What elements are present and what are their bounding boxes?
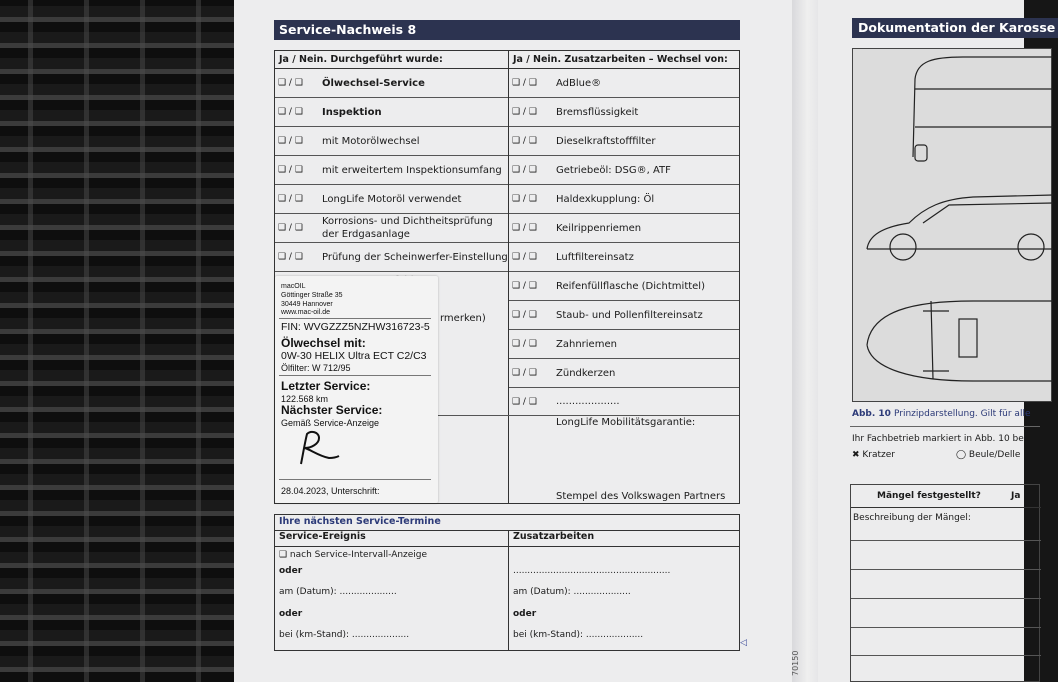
sticker-last-service-km: 122.568 km [281, 394, 329, 404]
item-label: Luftfiltereinsatz [556, 251, 634, 263]
defects-question: Mängel festgestellt? [877, 491, 981, 501]
row-brake-fluid [509, 98, 739, 126]
item-label: Getriebeöl: DSG®, ATF [556, 164, 671, 176]
page-title-right: Dokumentation der Karosse [852, 18, 1058, 38]
defects-table [850, 484, 1040, 682]
date-field[interactable]: am (Datum): .................... [513, 587, 631, 597]
yes-no-checkbox[interactable]: ❑ / ❑ [512, 252, 537, 262]
col-header-extra: Zusatzarbeiten [513, 531, 595, 542]
service-sticker [275, 276, 438, 503]
sticker-next-service-heading: Nächster Service: [281, 403, 383, 417]
row-longlife-oil [275, 185, 508, 213]
yes-no-checkbox[interactable]: ❑ / ❑ [278, 165, 303, 175]
item-label: Zündkerzen [556, 367, 616, 379]
item-label: Bremsflüssigkeit [556, 106, 639, 118]
or-label: oder [279, 609, 303, 619]
signature-icon [293, 428, 341, 468]
item-label: mit erweitertem Inspektionsumfang [322, 164, 502, 176]
yes-no-checkbox[interactable]: ❑ / ❑ [512, 368, 537, 378]
sticker-street: Göttinger Straße 35 [281, 292, 343, 299]
row-inspection [275, 98, 508, 126]
background-grate [0, 0, 236, 682]
yes-no-checkbox[interactable]: ❑ / ❑ [512, 194, 537, 204]
yes-no-checkbox[interactable]: ❑ / ❑ [278, 78, 303, 88]
yes-no-checkbox[interactable]: ❑ / ❑ [512, 281, 537, 291]
sticker-last-service-heading: Letzter Service: [281, 379, 371, 393]
item-label: AdBlue® [556, 77, 602, 89]
sticker-date-signature: 28.04.2023, Unterschrift: [281, 486, 380, 496]
yes-no-checkbox[interactable]: ❑ / ❑ [512, 165, 537, 175]
yes-no-checkbox[interactable]: ❑ / ❑ [278, 194, 303, 204]
yes-no-checkbox[interactable]: ❑ / ❑ [512, 136, 537, 146]
km-field[interactable]: bei (km-Stand): .................... [279, 630, 410, 640]
item-label: Korrosions- und Dichtheitsprüfung der Erdgasanlage [322, 216, 493, 240]
item-label: Zahnriemen [556, 338, 617, 350]
item-label: Dieselkraftstofffilter [556, 135, 656, 147]
car-diagram [852, 48, 1052, 402]
yes-no-checkbox[interactable]: ❑ / ❑ [512, 396, 537, 407]
sticker-oil-filter: Ölfilter: W 712/95 [281, 363, 351, 373]
row-timing-belt [509, 330, 739, 358]
row-haldex [509, 185, 739, 213]
sticker-vin: FIN: WVGZZZ5NZHW316723-5 [281, 321, 430, 333]
yes-no-checkbox[interactable]: ❑ / ❑ [512, 339, 537, 349]
item-label: LongLife Motoröl verwendet [322, 193, 462, 205]
col-header-event: Service-Ereignis [279, 531, 366, 542]
item-label: Reifenfüllflasche (Dichtmittel) [556, 280, 705, 292]
longlife-guarantee-label: LongLife Mobilitätsgarantie: [556, 416, 696, 428]
row-gas-system-check [275, 214, 508, 242]
page-title: Service-Nachweis 8 [274, 20, 740, 40]
legend-scratch: ✖ Kratzer [852, 450, 896, 460]
print-code: 70150 [791, 650, 800, 676]
item-label: Keilrippenriemen [556, 222, 642, 234]
row-headlight-check [275, 243, 508, 271]
sticker-next-service-value: Gemäß Service-Anzeige [281, 418, 380, 428]
row-oil-service [275, 69, 508, 97]
defects-description-label: Beschreibung der Mängel: [853, 513, 971, 523]
sticker-oil-type: 0W-30 HELIX Ultra ECT C2/C3 [281, 350, 427, 362]
workshop-note: Ihr Fachbetrieb markiert in Abb. 10 be [852, 434, 1024, 444]
row-belt [509, 214, 739, 242]
km-field[interactable]: bei (km-Stand): .................... [513, 630, 644, 640]
yes-no-checkbox[interactable]: ❑ / ❑ [278, 136, 303, 146]
item-label: mit Motorölwechsel [322, 135, 420, 147]
row-pollen-filter [509, 301, 739, 329]
or-label: oder [279, 566, 303, 576]
yes-no-checkbox[interactable]: ❑ / ❑ [278, 252, 303, 262]
sticker-web: www.mac-oil.de [281, 309, 331, 316]
row-adblue [509, 69, 739, 97]
interval-option[interactable]: ❑ nach Service-Intervall-Anzeige [279, 550, 428, 560]
row-air-filter [509, 243, 739, 271]
partner-stamp-label: Stempel des Volkswagen Partners [556, 490, 726, 502]
next-page-arrow-icon: ◁ [740, 638, 747, 648]
sticker-company: macOIL [281, 283, 306, 290]
body-documentation-page [818, 0, 1056, 682]
sticker-city: 30449 Hannover [281, 301, 333, 308]
yes-no-checkbox[interactable]: ❑ / ❑ [512, 310, 537, 320]
row-spark-plugs [509, 359, 739, 387]
yes-no-checkbox[interactable]: ❑ / ❑ [512, 223, 537, 233]
col-header-additional: Ja / Nein. Zusatzarbeiten – Wechsel von: [513, 54, 728, 65]
row-tyre-sealant [509, 272, 739, 300]
item-label: Ölwechsel-Service [322, 77, 425, 89]
defects-yes[interactable]: Ja [1011, 491, 1021, 501]
item-label: Haldexkupplung: Öl [556, 193, 655, 205]
row-motor-oil-change [275, 127, 508, 155]
row-diesel-filter [509, 127, 739, 155]
figure-number: Abb. 10 [852, 409, 891, 419]
col-header-performed: Ja / Nein. Durchgeführt wurde: [279, 54, 443, 65]
next-service-title: Ihre nächsten Service-Termine [279, 516, 441, 527]
yes-no-checkbox[interactable]: ❑ / ❑ [512, 78, 537, 88]
row-extended-inspection [275, 156, 508, 184]
extra-work-line[interactable]: ....................................................... [513, 566, 671, 576]
legend-dent: ◯ Beule/Delle [956, 450, 1021, 460]
row-other [509, 388, 739, 415]
yes-no-checkbox[interactable]: ❑ / ❑ [512, 107, 537, 117]
or-label: oder [513, 609, 537, 619]
binding-gutter [792, 0, 818, 682]
item-label: Prüfung der Scheinwerfer-Einstellung [322, 251, 508, 263]
item-label: Inspektion [322, 106, 382, 118]
item-label-partial: rmerken) [440, 313, 486, 324]
yes-no-checkbox[interactable]: ❑ / ❑ [278, 107, 303, 117]
figure-caption: Prinzipdarstellung. Gilt für alle [894, 409, 1031, 419]
row-gear-oil [509, 156, 739, 184]
car-outline-icon [853, 49, 1053, 403]
next-service-table [274, 514, 740, 651]
sticker-oil-heading: Ölwechsel mit: [281, 336, 366, 350]
yes-no-checkbox[interactable]: ❑ / ❑ [278, 223, 303, 233]
item-label: Staub- und Pollenfiltereinsatz [556, 309, 703, 321]
date-field[interactable]: am (Datum): .................... [279, 587, 397, 597]
item-label: .................... [556, 396, 620, 407]
